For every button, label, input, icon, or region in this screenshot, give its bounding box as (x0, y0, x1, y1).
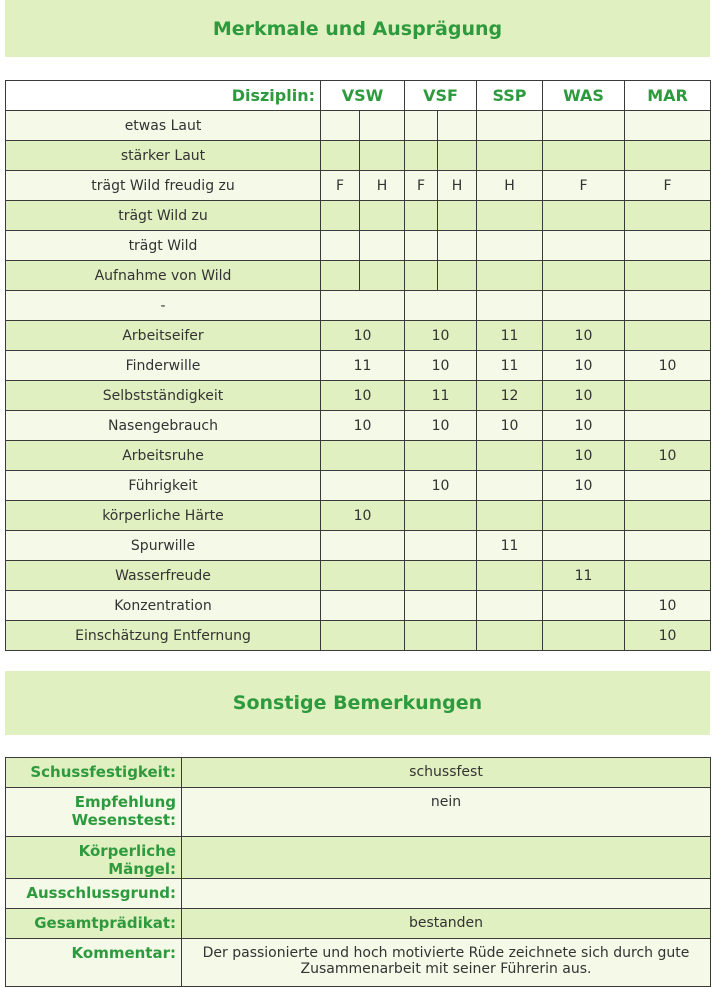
trait-value: 11 (477, 321, 543, 351)
trait-value (405, 561, 477, 591)
trait-value (543, 531, 625, 561)
trait-value (543, 111, 625, 141)
trait-value: 10 (543, 351, 625, 381)
discipline-header-was: WAS (543, 81, 625, 111)
remark-value (182, 879, 711, 909)
discipline-header-ssp: SSP (477, 81, 543, 111)
trait-value (625, 561, 711, 591)
remark-row (6, 939, 711, 987)
trait-label: trägt Wild zu (6, 201, 321, 231)
trait-row (6, 501, 711, 531)
trait-label: Arbeitsruhe (6, 441, 321, 471)
trait-value: 11 (477, 351, 543, 381)
discipline-header-vsf: VSF (405, 81, 477, 111)
trait-value: 10 (405, 471, 477, 501)
trait-value (321, 471, 405, 501)
trait-value (625, 201, 711, 231)
trait-value (625, 501, 711, 531)
remark-key: Gesamtprädikat: (6, 909, 182, 939)
trait-value: 10 (543, 411, 625, 441)
traits-header-row (6, 81, 711, 111)
trait-value: 10 (543, 471, 625, 501)
trait-row (6, 231, 711, 261)
trait-label: - (6, 291, 321, 321)
trait-value: 10 (625, 351, 711, 381)
trait-value (405, 201, 438, 231)
trait-value (360, 231, 405, 261)
trait-value: F (321, 171, 360, 201)
trait-value (321, 591, 405, 621)
trait-row (6, 351, 711, 381)
remark-row (6, 758, 711, 788)
remark-value: Der passionierte und hoch motivierte Rüde zeichnete sich durch gute Zusammenarbeit mit seiner Führerin aus. (182, 939, 711, 987)
trait-value (321, 531, 405, 561)
section-title-traits: Merkmale und Ausprägung (5, 0, 710, 57)
trait-value (477, 261, 543, 291)
trait-value (625, 261, 711, 291)
trait-value (321, 111, 360, 141)
remark-key: Schussfestigkeit: (6, 758, 182, 788)
trait-row (6, 141, 711, 171)
trait-value (477, 441, 543, 471)
trait-value: 10 (405, 321, 477, 351)
trait-value: H (477, 171, 543, 201)
trait-value: 10 (321, 321, 405, 351)
trait-value (405, 141, 438, 171)
remark-row (6, 837, 711, 879)
trait-value (477, 231, 543, 261)
trait-row (6, 261, 711, 291)
trait-value (477, 291, 543, 321)
trait-value (405, 591, 477, 621)
trait-value (477, 561, 543, 591)
trait-row (6, 411, 711, 441)
traits-table (5, 80, 711, 651)
remark-key: Empfehlung Wesenstest: (6, 788, 182, 837)
trait-label: Einschätzung Entfernung (6, 621, 321, 651)
trait-value (625, 531, 711, 561)
trait-label: etwas Laut (6, 111, 321, 141)
trait-value: 10 (321, 411, 405, 441)
trait-label: Selbstständigkeit (6, 381, 321, 411)
trait-label: Arbeitseifer (6, 321, 321, 351)
trait-value (360, 201, 405, 231)
trait-value: 10 (543, 321, 625, 351)
section-title-remarks: Sonstige Bemerkungen (5, 671, 710, 735)
trait-value (625, 111, 711, 141)
trait-value (405, 111, 438, 141)
trait-value: H (360, 171, 405, 201)
trait-row (6, 441, 711, 471)
trait-value: 10 (625, 591, 711, 621)
trait-value: 11 (543, 561, 625, 591)
remark-key: Körperliche Mängel: (6, 837, 182, 879)
trait-label: Wasserfreude (6, 561, 321, 591)
trait-value (543, 261, 625, 291)
trait-value (321, 141, 360, 171)
trait-value (438, 261, 477, 291)
remark-key: Ausschlussgrund: (6, 879, 182, 909)
trait-row (6, 531, 711, 561)
trait-value (360, 111, 405, 141)
trait-value (438, 231, 477, 261)
trait-label: trägt Wild freudig zu (6, 171, 321, 201)
trait-value (543, 621, 625, 651)
trait-label: Konzentration (6, 591, 321, 621)
trait-label: Führigkeit (6, 471, 321, 501)
trait-value: 10 (543, 441, 625, 471)
trait-label: Nasengebrauch (6, 411, 321, 441)
trait-value (405, 501, 477, 531)
trait-row (6, 111, 711, 141)
trait-value: H (438, 171, 477, 201)
trait-label: trägt Wild (6, 231, 321, 261)
remark-row (6, 879, 711, 909)
trait-value (321, 231, 360, 261)
trait-value (477, 141, 543, 171)
trait-value (625, 471, 711, 501)
trait-value: 10 (625, 621, 711, 651)
trait-row (6, 381, 711, 411)
trait-value (477, 591, 543, 621)
trait-value (625, 381, 711, 411)
trait-value: 11 (321, 351, 405, 381)
trait-value (543, 231, 625, 261)
trait-value: 10 (405, 351, 477, 381)
remark-row (6, 909, 711, 939)
discipline-header-mar: MAR (625, 81, 711, 111)
trait-value: 10 (477, 411, 543, 441)
trait-row (6, 171, 711, 201)
trait-value (477, 471, 543, 501)
trait-label: Aufnahme von Wild (6, 261, 321, 291)
trait-value: F (543, 171, 625, 201)
remark-value (182, 837, 711, 879)
discipline-header-label: Disziplin: (6, 81, 321, 111)
trait-row (6, 621, 711, 651)
trait-value (477, 201, 543, 231)
trait-value (543, 591, 625, 621)
trait-value (321, 441, 405, 471)
trait-label: stärker Laut (6, 141, 321, 171)
trait-value (321, 621, 405, 651)
trait-row (6, 591, 711, 621)
discipline-header-vsw: VSW (321, 81, 405, 111)
trait-value (321, 561, 405, 591)
remark-value: bestanden (182, 909, 711, 939)
trait-value: 12 (477, 381, 543, 411)
remark-key: Kommentar: (6, 939, 182, 987)
trait-value (321, 201, 360, 231)
trait-value (543, 501, 625, 531)
trait-value (477, 621, 543, 651)
trait-label: Finderwille (6, 351, 321, 381)
trait-value: F (625, 171, 711, 201)
trait-value (360, 141, 405, 171)
trait-value (405, 291, 477, 321)
trait-value (477, 501, 543, 531)
trait-value (405, 621, 477, 651)
trait-value (405, 231, 438, 261)
trait-value (405, 531, 477, 561)
trait-value (543, 291, 625, 321)
remark-value: schussfest (182, 758, 711, 788)
trait-value: 11 (477, 531, 543, 561)
trait-value: 11 (405, 381, 477, 411)
trait-row (6, 561, 711, 591)
trait-value (625, 141, 711, 171)
trait-row (6, 321, 711, 351)
trait-label: Spurwille (6, 531, 321, 561)
trait-value (405, 261, 438, 291)
trait-value: 10 (625, 441, 711, 471)
trait-row (6, 201, 711, 231)
trait-value: F (405, 171, 438, 201)
trait-value: 10 (321, 381, 405, 411)
remarks-table (5, 757, 711, 987)
trait-value (543, 141, 625, 171)
trait-value (625, 291, 711, 321)
trait-value: 10 (405, 411, 477, 441)
remark-row (6, 788, 711, 837)
trait-value (625, 231, 711, 261)
trait-value (543, 201, 625, 231)
trait-value (438, 111, 477, 141)
trait-value (625, 411, 711, 441)
trait-value (625, 321, 711, 351)
trait-row (6, 471, 711, 501)
trait-value: 10 (321, 501, 405, 531)
trait-value (438, 141, 477, 171)
trait-value (321, 261, 360, 291)
remark-value: nein (182, 788, 711, 837)
trait-label: körperliche Härte (6, 501, 321, 531)
trait-value (477, 111, 543, 141)
trait-value (321, 291, 405, 321)
trait-row (6, 291, 711, 321)
trait-value (438, 201, 477, 231)
trait-value (360, 261, 405, 291)
trait-value (405, 441, 477, 471)
trait-value: 10 (543, 381, 625, 411)
